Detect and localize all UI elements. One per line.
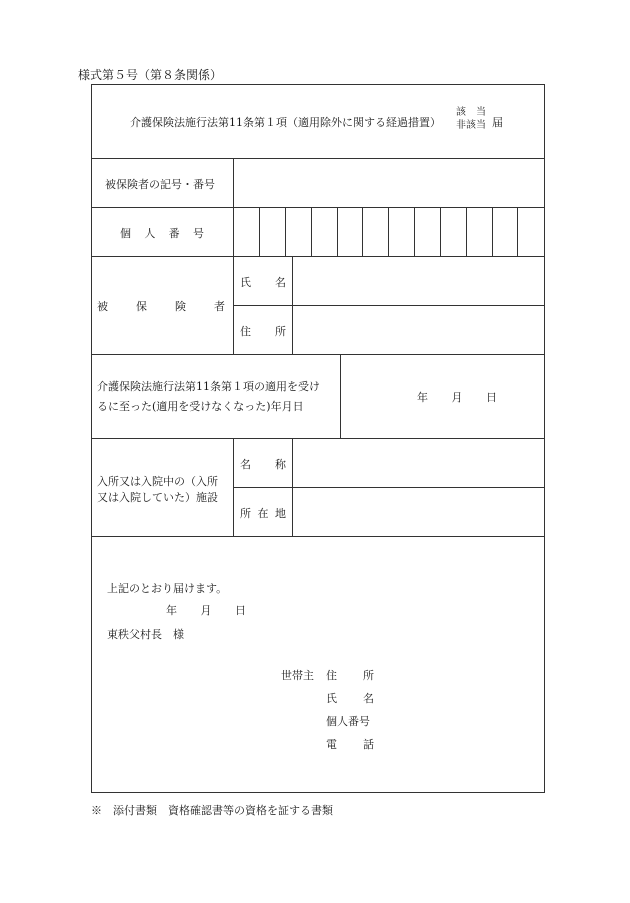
householder-label: 世帯主 bbox=[281, 669, 314, 682]
insured-person-label: 被 保 険 者 bbox=[97, 300, 225, 313]
title-suffix: 届 bbox=[492, 116, 503, 129]
facility-location-field[interactable] bbox=[296, 491, 540, 533]
name-label: 氏 名 bbox=[240, 276, 286, 289]
facility-location-label: 所 在 地 bbox=[240, 507, 286, 520]
householder-address-label: 住 所 bbox=[326, 669, 374, 682]
householder-personal-number-field[interactable] bbox=[380, 710, 530, 728]
divider bbox=[91, 536, 544, 537]
divider bbox=[91, 158, 544, 159]
notice-date-field[interactable]: 年 月 日 bbox=[166, 604, 246, 617]
address-label: 住 所 bbox=[240, 325, 286, 338]
householder-phone-label: 電 話 bbox=[326, 738, 374, 751]
divider bbox=[91, 256, 544, 257]
householder-name-label: 氏 名 bbox=[326, 692, 374, 705]
householder-name-field[interactable] bbox=[380, 687, 530, 705]
divider bbox=[292, 256, 293, 354]
householder-personal-number-label: 個人番号 bbox=[326, 715, 370, 728]
applicable-date-label-line1: 介護保険法施行法第11条第１項の適用を受け bbox=[97, 380, 320, 393]
divider bbox=[292, 438, 293, 536]
attachment-note: ※ 添付書類 資格確認書等の資格を証する書類 bbox=[91, 804, 333, 817]
personal-number-label: 個 人 番 号 bbox=[120, 227, 204, 240]
divider bbox=[340, 354, 341, 438]
form-title: 介護保険法施行法第11条第１項（適用除外に関する経過措置） bbox=[130, 116, 441, 129]
name-field[interactable] bbox=[296, 260, 540, 302]
householder-address-field[interactable] bbox=[380, 664, 530, 682]
divider bbox=[233, 158, 234, 354]
divider bbox=[233, 438, 234, 536]
divider bbox=[91, 438, 544, 439]
facility-label-line2: 又は入院していた）施設 bbox=[97, 491, 218, 504]
personal-number-field[interactable] bbox=[234, 208, 543, 255]
divider bbox=[233, 487, 544, 488]
householder-phone-field[interactable] bbox=[380, 733, 530, 751]
addressee: 東秩父村長 様 bbox=[107, 628, 184, 641]
facility-label-line1: 入所又は入院中の（入所 bbox=[97, 475, 218, 488]
title-choice-not-applicable: 非該当 bbox=[456, 120, 486, 131]
address-field[interactable] bbox=[296, 309, 540, 351]
applicable-date-label-line2: るに至った(適用を受けなくなった)年月日 bbox=[97, 400, 304, 413]
form-number: 様式第５号（第８条関係） bbox=[78, 68, 223, 82]
applicable-date-field[interactable]: 年 月 日 bbox=[417, 391, 497, 404]
notice-statement: 上記のとおり届けます。 bbox=[107, 582, 228, 595]
title-choice-applicable: 該 当 bbox=[456, 107, 486, 118]
divider bbox=[233, 305, 544, 306]
facility-name-field[interactable] bbox=[296, 442, 540, 484]
divider bbox=[91, 354, 544, 355]
insured-number-label: 被保険者の記号・番号 bbox=[105, 178, 215, 191]
facility-name-label: 名 称 bbox=[240, 458, 286, 471]
insured-number-field[interactable] bbox=[238, 162, 538, 202]
